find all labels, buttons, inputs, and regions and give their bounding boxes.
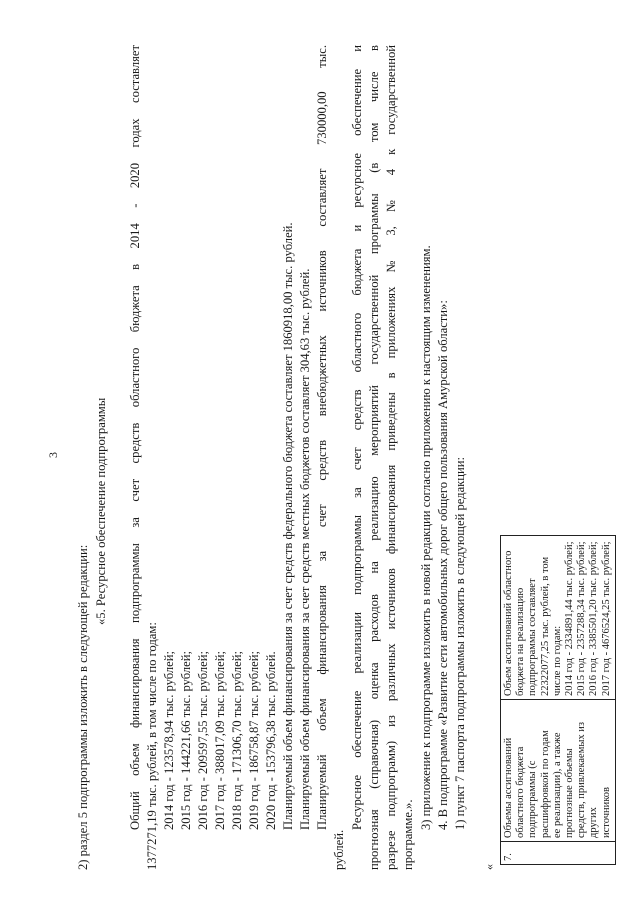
table-label-line: ее реализации), а также прогнозные объемы bbox=[551, 732, 576, 838]
year-line: 2016 год - 209597,55 тыс. рублей; bbox=[196, 650, 210, 830]
year-line: 2015 год - 144221,66 тыс. рублей; bbox=[179, 650, 193, 830]
text-line: 1377271,19 тыс. рублей, в том числе по годам: bbox=[145, 622, 159, 870]
text-line: 1) пункт 7 паспорта подпрограммы изложить в следующей редакции: bbox=[453, 456, 467, 830]
year-line: 2014 год - 123578,94 тыс. рублей; bbox=[162, 650, 176, 830]
table-value-line: 2014 год - 2334891,44 тыс. рублей; bbox=[564, 541, 576, 696]
table-label-line: Объемы ассигнований областного бюджета bbox=[503, 737, 527, 838]
table-cell-label bbox=[501, 700, 616, 842]
table-cell-value bbox=[501, 536, 616, 700]
page-number: 3 bbox=[46, 452, 60, 458]
year-line: 2018 год - 171306,70 тыс. рублей; bbox=[230, 650, 244, 830]
table-value-line: 22322077,25 тыс. рублей, в том числе по годам: bbox=[539, 556, 563, 696]
year-line: 2019 год - 186758,87 тыс. рублей; bbox=[247, 650, 261, 830]
year-line: 2017 год - 388017,09 тыс. рублей; bbox=[213, 650, 227, 830]
table-value-line: 2016 год - 3385501,20 тыс. рублей; bbox=[588, 541, 600, 696]
year-line: 2020 год - 153796,38 тыс. рублей. bbox=[264, 651, 278, 830]
table-label-line: подпрограммы (с расшифровкой по годам bbox=[527, 730, 551, 838]
text-line: программе.». bbox=[401, 799, 415, 870]
text-line: разрезе подпрограмм) из различных источников финансирования приведены в приложениях № 3, № 4 к государственной bbox=[384, 45, 398, 870]
table-value-line: Объем ассигнований областного бюджета на реализацию подпрограммы составляет bbox=[503, 550, 539, 696]
table-label-line: источников bbox=[600, 786, 612, 838]
text-line: Ресурсное обеспечение реализации подпрограммы за счет средств областного бюджета и ресурсное обеспечение и bbox=[350, 45, 364, 830]
text-line: прогнозная (справочная) оценка расходов на реализацию мероприятий государственной программы (в том числе в bbox=[367, 45, 381, 870]
text-line: рублей. bbox=[332, 829, 346, 870]
passport-table bbox=[500, 535, 616, 865]
table-value-line: 2017 год - 4676524,25 тыс. рублей; bbox=[600, 541, 612, 696]
text-line: 3) приложение к подпрограмме изложить в новой редакции согласно приложению к настоящим изменениям. bbox=[419, 245, 433, 830]
table-value-line: 2015 год - 2357288,34 тыс. рублей; bbox=[576, 541, 588, 696]
table-cell-number: 7. bbox=[501, 842, 616, 865]
text-line: 4. В подпрограмме «Развитие сети автомобильных дорог общего пользования Амурской области»: bbox=[436, 300, 450, 830]
rotated-content bbox=[45, 40, 612, 870]
table-label-line: средств, привлекаемых из других bbox=[576, 721, 600, 838]
open-quote-mark: « bbox=[482, 864, 496, 870]
paragraph-section5-intro: 2) раздел 5 подпрограммы изложить в следующей редакции: bbox=[76, 544, 90, 870]
table-row bbox=[501, 536, 616, 865]
section-heading: «5. Ресурсное обеспечение подпрограммы bbox=[94, 397, 108, 625]
text-line: Планируемый объем финансирования за счет средств местных бюджетов составляет 304,63 тыс. рублей. bbox=[298, 268, 312, 830]
text-line: Планируемый объем финансирования за счет средств внебюджетных источников составляет 730000,00 тыс. bbox=[315, 45, 329, 830]
text-line: Общий объем финансирования подпрограммы за счет средств областного бюджета в 2014 - 2020 годах составляет bbox=[128, 45, 142, 830]
text-line: Планируемый объем финансирования за счет средств федерального бюджета составляет 1860918,00 тыс. рублей. bbox=[281, 222, 295, 830]
